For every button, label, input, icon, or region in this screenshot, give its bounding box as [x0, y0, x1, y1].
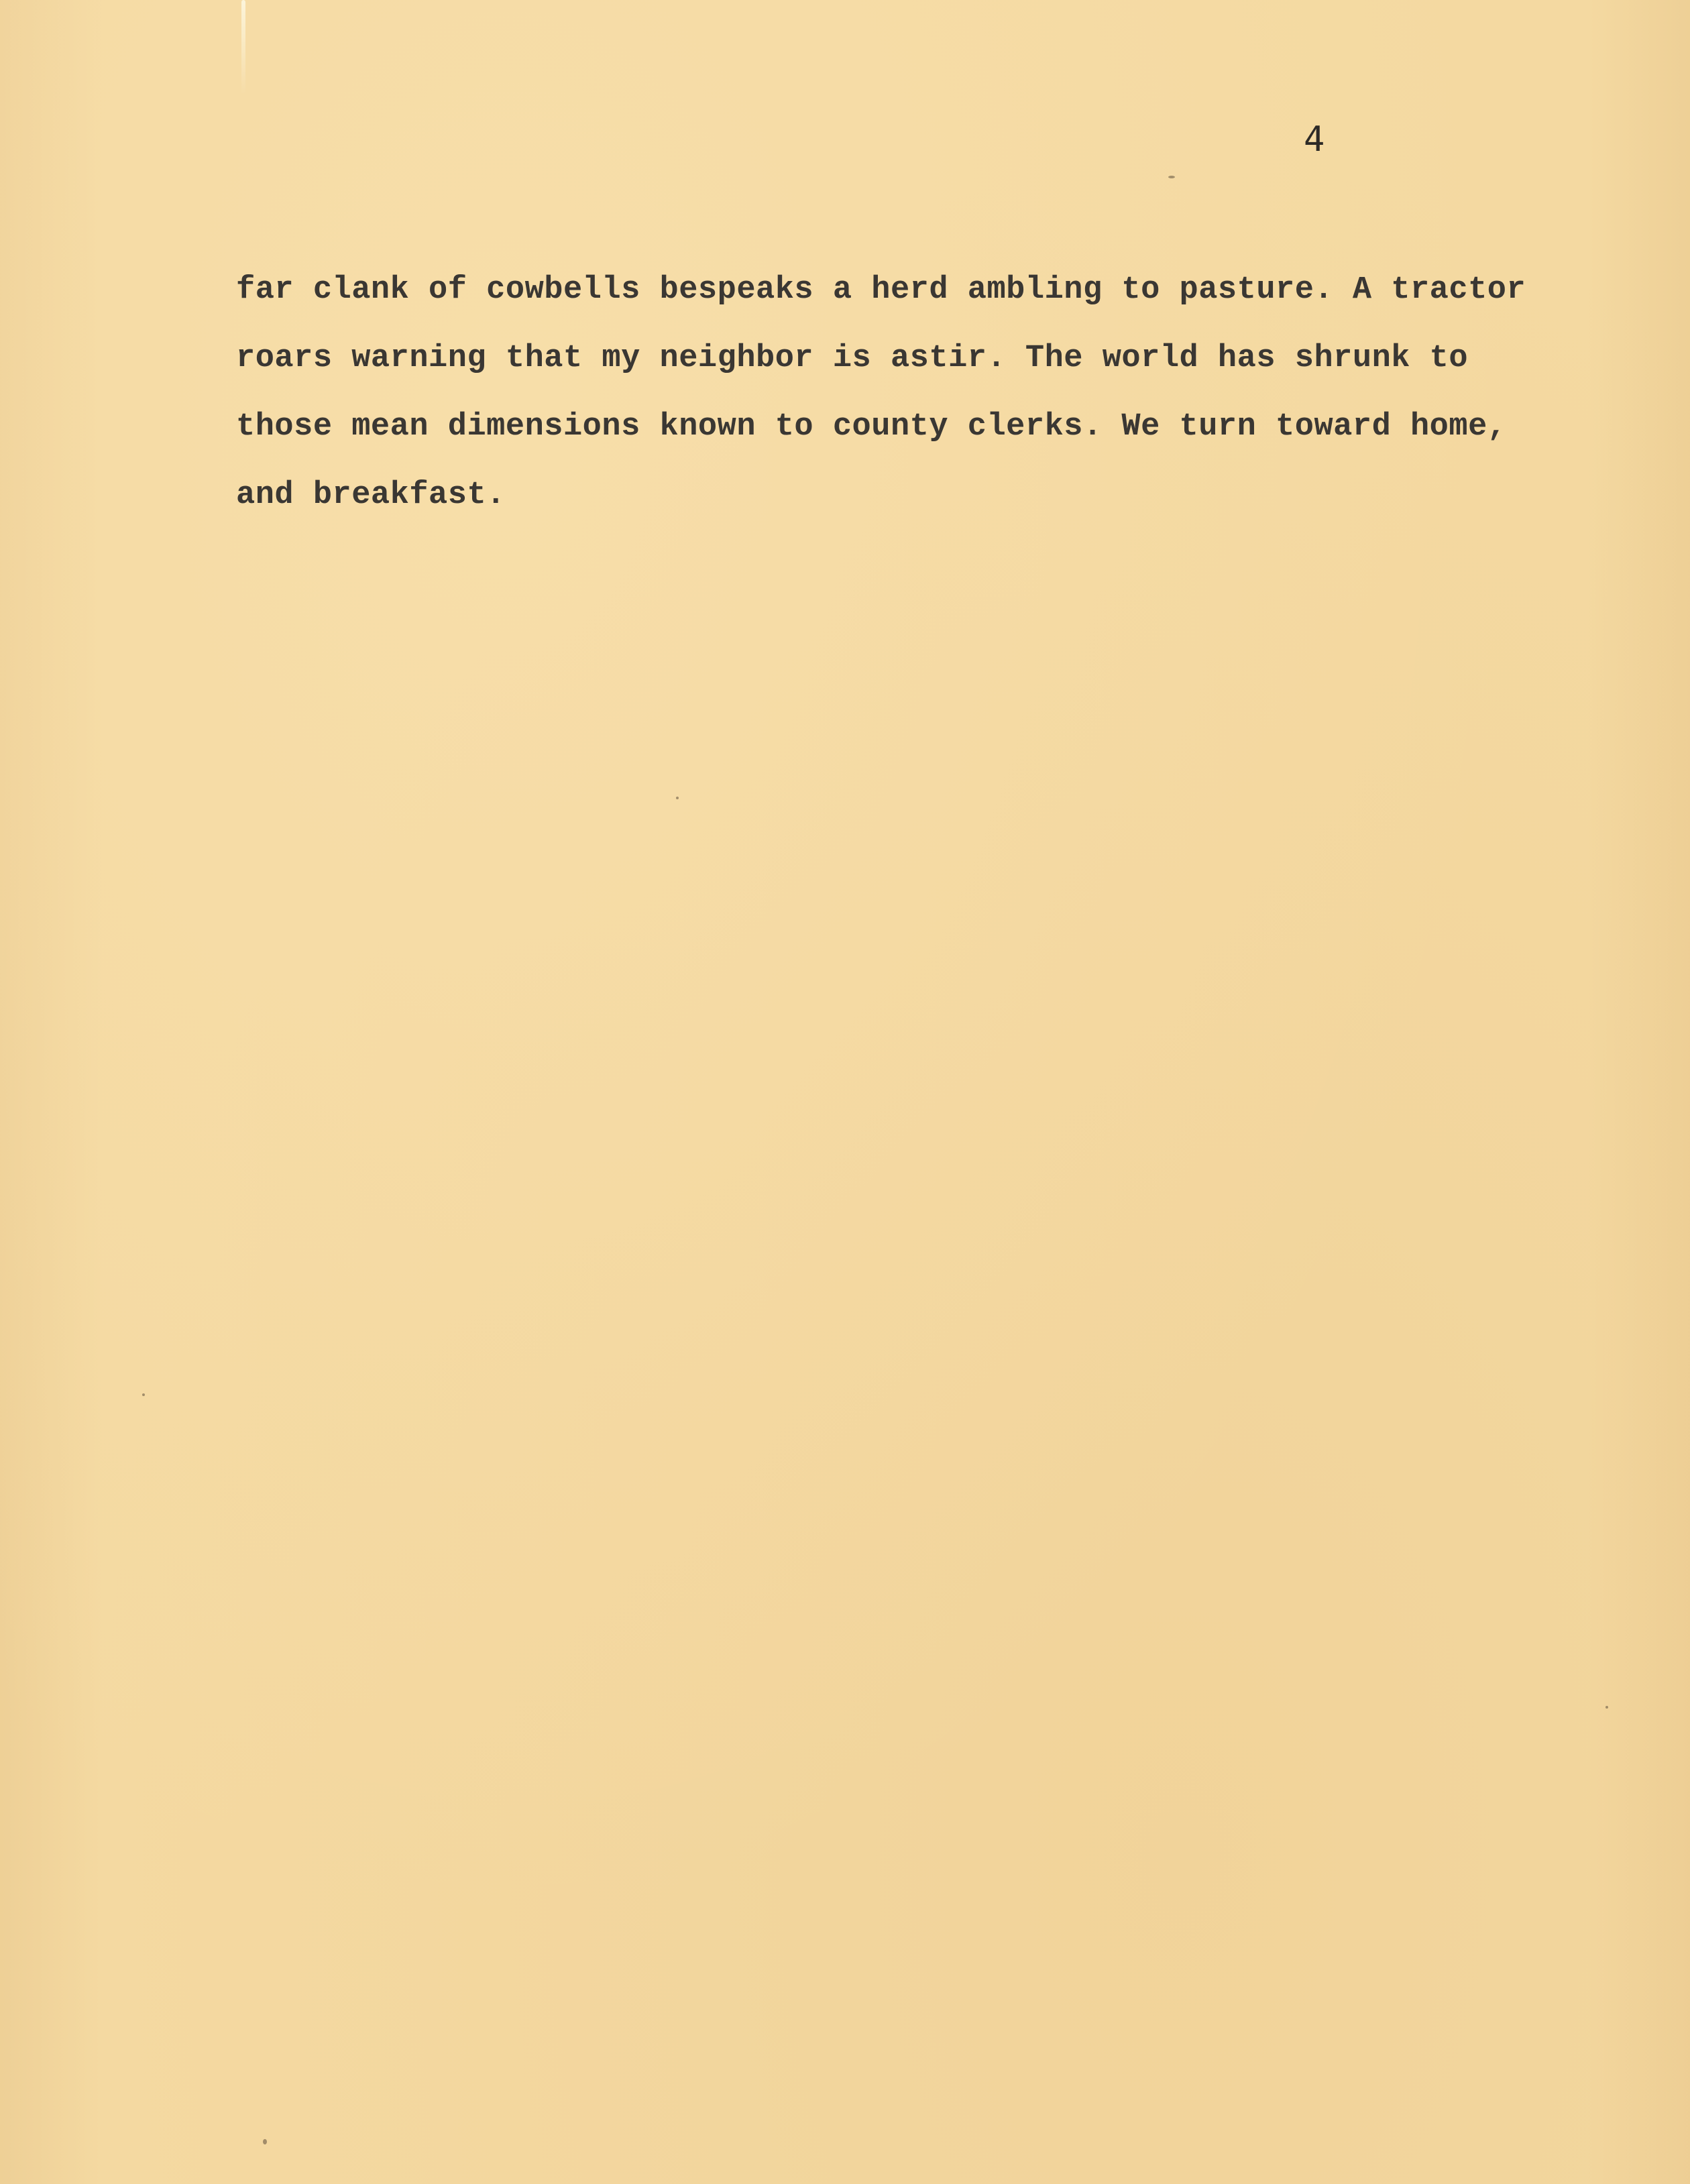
paper-speck	[263, 2139, 267, 2144]
paper-speck	[676, 797, 679, 799]
body-paragraph	[236, 256, 1526, 530]
paper-speck	[1605, 1706, 1608, 1709]
paper-crease	[241, 0, 245, 94]
text-line-3: those mean dimensions known to county clerks. We turn toward home,	[236, 409, 1507, 445]
paper-speck	[142, 1393, 145, 1396]
page-number: 4	[1304, 119, 1325, 160]
text-line-1: far clank of cowbells bespeaks a herd ambling to pasture. A tractor	[236, 272, 1526, 308]
text-line-4: and breakfast.	[236, 477, 506, 513]
paper-speck	[1168, 176, 1175, 178]
text-line-2: roars warning that my neighbor is astir. The world has shrunk to	[236, 341, 1469, 376]
